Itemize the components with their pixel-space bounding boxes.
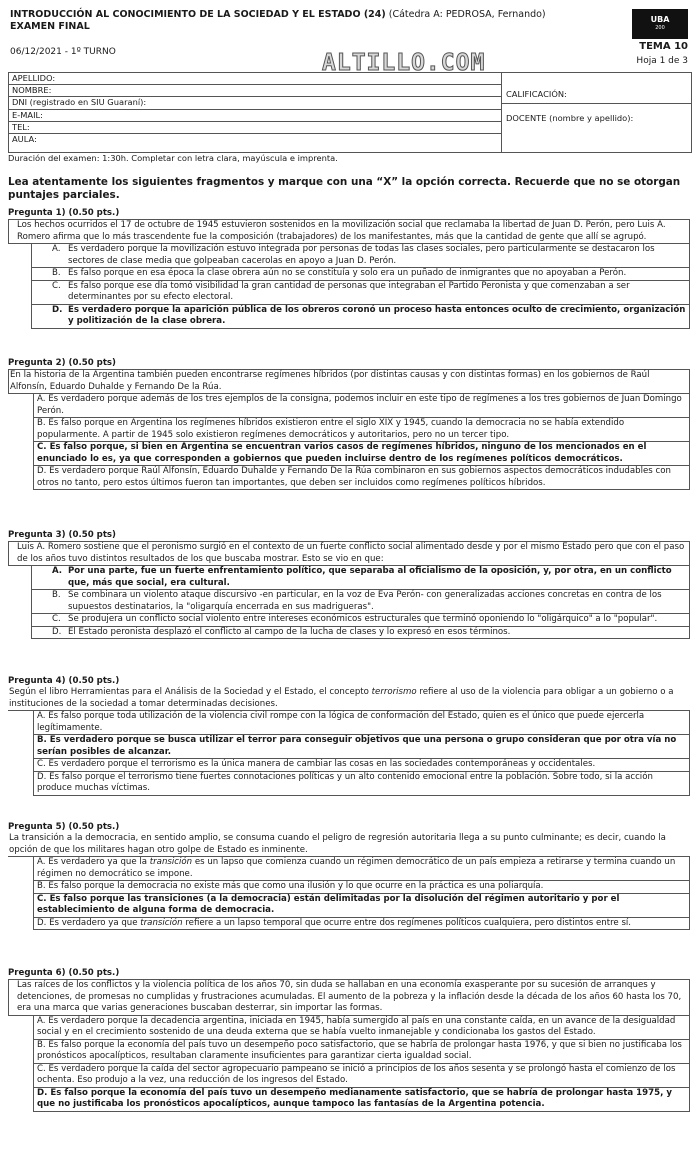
student-info-box [8,72,692,153]
option-b[interactable] [33,735,690,759]
option-c[interactable] [31,281,690,305]
question-2 [8,358,690,490]
option-text-part: A. Es verdadero ya que la [37,857,150,867]
option-b[interactable] [33,418,690,442]
question-label: Pregunta 4) (0.50 pts.) [8,676,120,686]
option-text: B. Es falso porque la economía del país tuvo un desempeño poco satisfactorio, que se habría de prolongar hasta 1976, y que si bien no justificaba los pronósticos apocalípticos, resultaban claramente insuficientes para garantizar cierta igualdad social. [37,1039,682,1061]
question-label: Pregunta 6) (0.50 pts.) [8,968,120,978]
options [33,1016,690,1112]
question-stem: Las raíces de los conflictos y la violencia política de los años 70, sin duda se hallaban en una economía exasperante por su sucesión de arranques y detenciones, de promesas no cumplidas y frustraciones acumuladas. El aumento de la pobreza y la inflación desde la década de los años 60 hasta los 70, era una marca que varias generaciones buscaban desterrar, sin importar las formas. [8,979,690,1016]
option-d[interactable] [31,305,690,329]
divider [502,103,691,104]
stem-text: Según el libro Herramientas para el Análisis de la Sociedad y el Estado, el concepto [9,687,372,697]
duration-note: Duración del examen: 1:30h. Completar con letra clara, mayúscula e imprenta. [8,153,338,163]
question-stem [8,687,690,711]
course-title: INTRODUCCIÓN AL CONOCIMIENTO DE LA SOCIEDAD Y EL ESTADO (24) [10,9,386,20]
exam-date: 06/12/2021 - 1º TURNO [10,47,116,57]
option-letter: D. [52,304,63,315]
option-a[interactable] [31,566,690,590]
logo-sub: 200 [655,25,665,31]
option-c[interactable] [33,759,690,772]
option-text: D. Es verdadero porque Raúl Alfonsín, Eduardo Duhalde y Fernando De la Rúa combinaron en sus gobiernos aspectos democráticos indudables con otros no tanto, pero estos últimos fueron tan importantes, que deben ser incluidos como regímenes políticos híbridos. [37,466,671,488]
field-docente[interactable]: DOCENTE (nombre y apellido): [506,113,634,123]
field-calificacion[interactable]: CALIFICACIÓN: [506,89,567,99]
option-text: A. Es verdadero porque la decadencia argentina, iniciada en 1945, había sumergido al país en una constante caída, en un avance de la desigualdad social y en el crecimiento sostenido de una deuda externa que se había vuelto inmanejable y condicionaba los gastos del Estado. [37,1015,676,1037]
question-stem: En la historia de la Argentina también pueden encontrarse regímenes híbridos (por distintas causas y con distintas formas) en los gobiernos de Raúl Alfonsín, Eduardo Duhalde y Fernando De la Rúa. [8,369,690,394]
option-c[interactable] [33,1064,690,1088]
field-dni[interactable]: DNI (registrado en SIU Guaraní): [9,97,501,109]
option-a[interactable] [31,244,690,268]
question-label: Pregunta 5) (0.50 pts.) [8,822,120,832]
option-text: B. Es verdadero porque se busca utilizar el terror para conseguir objetivos que una persona o grupo consideran que por otra vía no serían posibles de alcanzar. [37,735,677,757]
option-letter: C. [52,280,61,291]
question-6 [8,968,690,1112]
watermark: ALTILLO.COM [322,50,486,76]
field-apellido[interactable]: APELLIDO: [9,73,501,85]
question-stem: Luis A. Romero sostiene que el peronismo surgió en el contexto de un fuerte conflicto social alimentado desde y por el mismo Estado pero que con el paso de los años tuvo distintos resultados de los que buscaba mostrar. Esto se vio en que: [8,541,690,566]
option-d[interactable] [33,918,690,931]
exam-header [10,9,546,33]
option-d[interactable] [33,772,690,796]
options [33,711,690,796]
options [31,244,690,329]
option-c[interactable] [31,614,690,627]
field-nombre[interactable]: NOMBRE: [9,85,501,97]
question-label: Pregunta 2) (0.50 pts) [8,358,116,368]
option-c[interactable] [33,894,690,918]
option-text: D. Es falso porque la economía del país tuvo un desempeño medianamente satisfactorio, que se habría de prolongar hasta 1975, y que no justificaba los pronósticos apocalípticos, aunque tampoco las fantasías de la Argentina potencia. [37,1087,672,1109]
option-text: A. Es verdadero porque además de los tres ejemplos de la consigna, podemos incluir en este tipo de regímenes a los tres gobiernos de Juan Domingo Perón. [37,394,682,416]
option-term: transición [149,857,193,867]
option-letter: A. [52,566,63,576]
question-label: Pregunta 3) (0.50 pts) [8,530,116,540]
catedra: (Cátedra A: PEDROSA, Fernando) [388,9,546,20]
field-tel[interactable]: TEL: [9,122,501,134]
option-c[interactable] [33,442,690,466]
option-a[interactable] [33,1016,690,1040]
option-text [34,918,689,930]
option-a[interactable] [33,857,690,881]
options [33,394,690,490]
tema-label: TEMA 10 [639,41,688,52]
question-4 [8,676,690,796]
option-letter: D. [52,626,62,637]
option-d[interactable] [33,1088,690,1112]
option-text-part: D. Es verdadero ya que [37,917,141,928]
question-5 [8,822,690,930]
option-d[interactable] [33,466,690,490]
uba-logo [632,9,688,39]
option-a[interactable] [33,711,690,735]
field-email[interactable]: E-MAIL: [9,110,501,122]
option-text: C. Es verdadero porque la caída del sector agropecuario pampeano se inició a principios de los años sesenta y se prolongó hasta el comienzo de los ochenta. Eso produjo a la vez, una reducción de los ingresos del Estado. [37,1063,676,1085]
option-letter: C. [52,614,61,624]
grading-fields [502,73,691,152]
page-indicator: Hoja 1 de 3 [636,56,688,66]
option-a[interactable] [33,394,690,418]
option-text: C. Es verdadero porque el terrorismo es la única manera de cambiar las cosas en las sociedades contemporáneas y occidentales. [37,759,596,769]
option-term: transición [140,917,183,928]
option-text: D. Es falso porque el terrorismo tiene fuertes connotaciones políticas y un alto contenido emocional entre la población. Sobre todo, si la acción produce muchas víctimas. [37,771,653,793]
option-text: Es verdadero porque la movilización estuvo integrada por personas de todas las clases sociales, pero particularmente se destacaron los sectores de clase media que golpeaban cacerolas en apoyo a Juan D. Perón. [68,244,655,266]
option-text: Es falso porque en esa época la clase obrera aún no se constituía y solo era un puñado de inmigrantes que no apoyaban a Perón. [68,268,627,278]
option-d[interactable] [31,627,690,640]
option-text: C. Es falso porque, si bien en Argentina se encuentran varios casos de regímenes híbridos, ninguno de los mencionados en el enunciado lo es, ya que corresponden a gobiernos que pueden incluirse dentro de los regímenes políticos democráticos. [37,442,647,464]
exam-type: EXAMEN FINAL [10,21,90,32]
option-text: Es verdadero porque la aparición pública de los obreros coronó un proceso hasta entonces oculto de crecimiento, organización y politización de la clase obrera. [68,304,686,326]
option-letter: B. [52,590,61,600]
option-text [34,857,689,880]
option-letter: B. [52,268,61,278]
question-stem: Los hechos ocurridos el 17 de octubre de 1945 estuvieron sostenidos en la movilización social que reclamaba la libertad de Juan D. Perón, pero Luis A. Romero afirma que lo más trascendente fue la composición (trabajadores) de los manifestantes, más que la cantidad de gente que allí se agrupó. [8,219,690,244]
stem-term: terrorismo [371,687,417,697]
option-text: Se combinara un violento ataque discursivo -en particular, en la voz de Eva Perón- con generalizadas acciones concretas en contra de los supuestos destinatarios, la "oligarquía encerrada en sus madrigueras". [68,590,662,612]
option-b[interactable] [33,881,690,894]
question-stem: La transición a la democracia, en sentido amplio, se consuma cuando el peligro de regresión autoritaria llega a su punto culminante; es decir, cuando la opción de que los militares hagan otro golpe de Estado es inminente. [8,833,690,857]
options [33,857,690,930]
option-text: B. Es falso porque en Argentina los regímenes híbridos existieron entre el siglo XIX y 1945, cuando la democracia no se había extendido popularmente. A partir de 1945 solo existieron regímenes democráticos y autoritarios, pero no un tercer tipo. [37,418,625,440]
option-b[interactable] [31,268,690,281]
option-text: A. Es falso porque toda utilización de la violencia civil rompe con la lógica de conformación del Estado, quien es el único que puede ejercerla legítimamente. [37,711,645,733]
option-text: Se produjera un conflicto social violento entre intereses económicos estructurales que terminó oponiendo lo "oligárquico" a lo "popular". [68,614,658,624]
question-label: Pregunta 1) (0.50 pts.) [8,208,120,218]
option-text: Por una parte, fue un fuerte enfrentamiento político, que separaba al oficialismo de la oposición, y, por otra, en un conflicto que, más que social, era cultural. [68,566,672,588]
instructions: Lea atentamente los siguientes fragmentos y marque con una “X” la opción correcta. Recuerde que no se otorgan puntajes parciales. [8,176,681,201]
options [31,566,690,639]
stem-text: refiere al uso de la violencia para obligar a un gobierno o a instituciones de la sociedad a tomar determinadas decisiones. [9,687,674,709]
student-fields [9,73,502,152]
option-text-part: es un lapso que comienza cuando un régimen democrático de un país empieza a retirarse y termina cuando un régimen no democrático se impone. [37,857,676,879]
option-text: El Estado peronista desplazó el conflicto al campo de la lucha de clases y lo expresó en esos términos. [68,626,511,637]
option-text: B. Es falso porque la democracia no existe más que como una ilusión y lo que ocurre en la práctica es una poliarquía. [37,881,544,891]
option-letter: A. [52,244,61,254]
question-3 [8,530,690,639]
option-b[interactable] [31,590,690,614]
option-text-part: refiere a un lapso temporal que ocurre entre dos regímenes políticos cualquiera, pero distintos entre sí. [182,917,632,928]
logo-text: UBA [650,15,670,24]
option-text: C. Es falso porque las transiciones (a la democracia) están delimitadas por la disolución del régimen autoritario y por el establecimiento de alguna forma de democracia. [37,893,620,915]
field-aula[interactable]: AULA: [12,133,37,144]
option-text: Es falso porque ese día tomó visibilidad la gran cantidad de personas que integraban el Partido Peronista y que comenzaban a ser determinantes por su efecto electoral. [68,280,630,302]
question-1 [8,208,690,329]
option-b[interactable] [33,1040,690,1064]
